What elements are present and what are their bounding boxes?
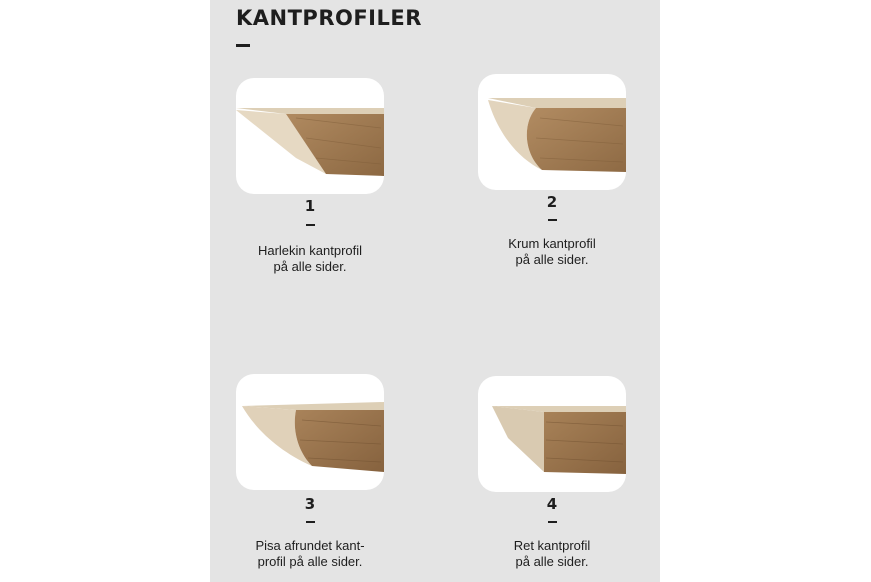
profile-caption-3: Pisa afrundet kant- profil på alle sider. — [255, 538, 365, 569]
profile-number-4: 4 — [546, 495, 558, 513]
profile-divider-4 — [548, 521, 557, 523]
profile-divider-2 — [548, 219, 557, 221]
ret-edge-profile-image — [478, 376, 626, 492]
profile-divider-1 — [306, 224, 315, 226]
harlekin-edge-profile-image — [236, 78, 384, 194]
pisa-edge-profile-image — [236, 374, 384, 490]
krum-edge-profile-image — [478, 74, 626, 190]
profile-number-1: 1 — [304, 197, 316, 215]
profile-caption-1: Harlekin kantprofil på alle sider. — [257, 243, 363, 274]
page-title: KANTPROFILER — [236, 6, 422, 30]
title-divider — [236, 44, 250, 47]
profile-caption-4: Ret kantprofil på alle sider. — [513, 538, 591, 569]
profile-caption-2: Krum kantprofil på alle sider. — [508, 236, 596, 267]
profile-number-3: 3 — [304, 495, 316, 513]
profile-number-2: 2 — [546, 193, 558, 211]
profile-divider-3 — [306, 521, 315, 523]
